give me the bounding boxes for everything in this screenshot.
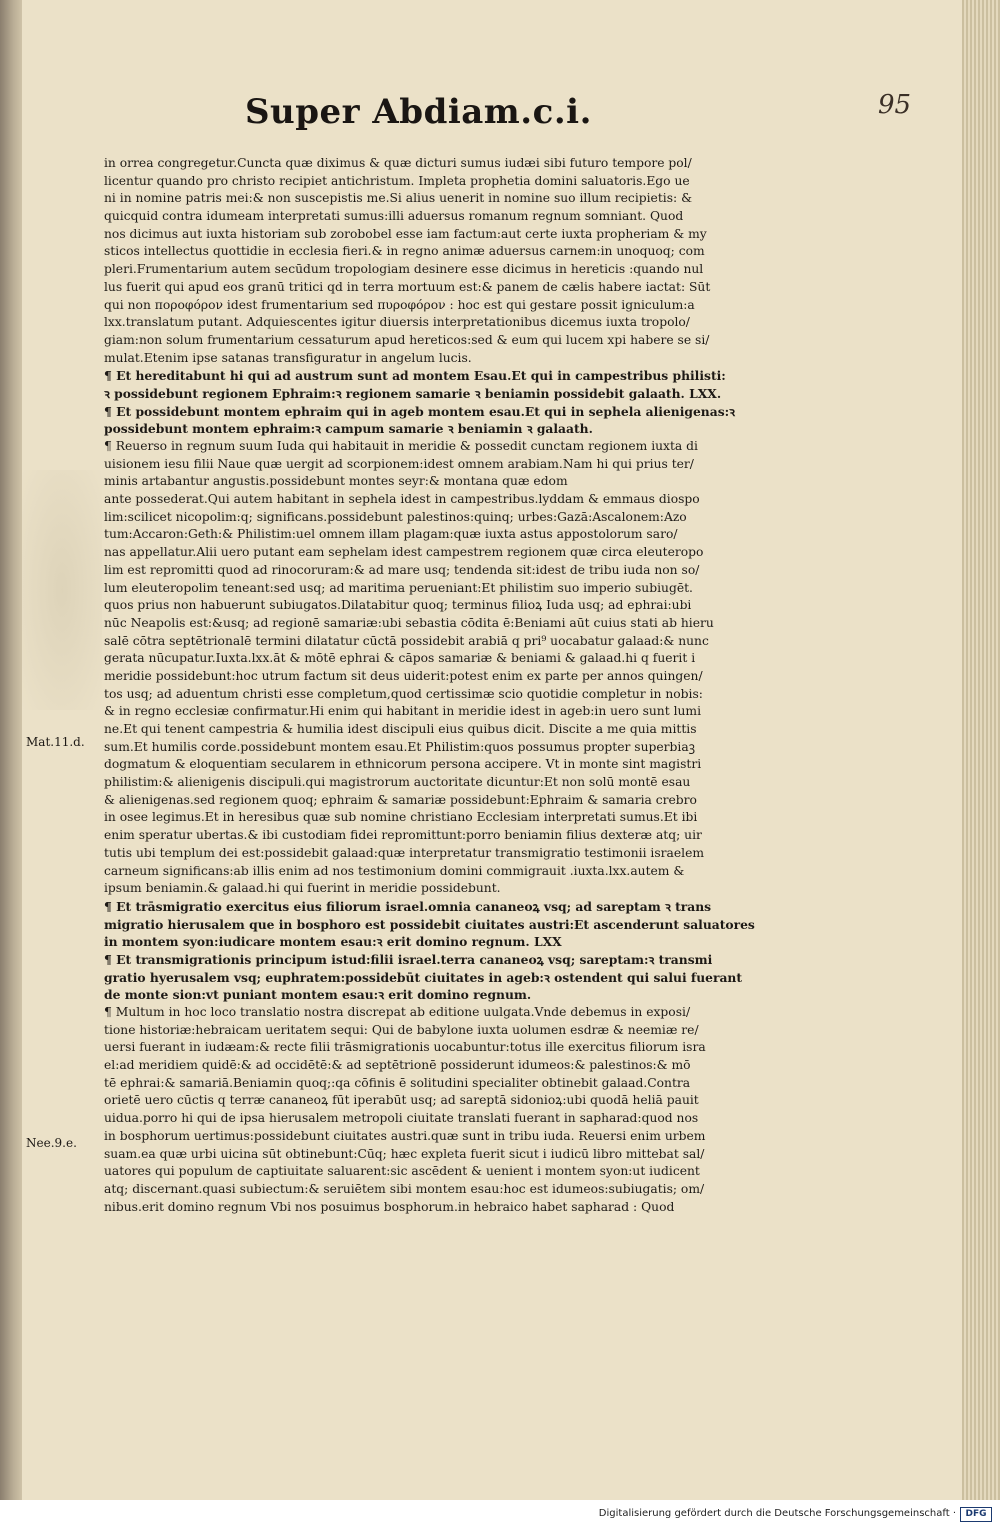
text-line: nūc Neapolis est:&usq; ad regionē samariæ:ubi sebastia cōdita ē:Beniami aūt cuius stati ab hieru (104, 615, 714, 630)
text-line: sum.Et humilis corde.possidebunt montem esau.Et Philistim:quos possumus propter superbiaꝫ (104, 739, 695, 754)
text-line: ¶ Multum in hoc loco translatio nostra discrepat ab editione uulgata.Vnde debemus in exposi/ (104, 1005, 691, 1019)
text-line: ante possederat.Qui autem habitant in sephela idest in campestribus.lyddam & emmaus diospo (104, 492, 700, 507)
text-line: sticos intellectus quottidie in ecclesia fieri.& in regno animæ aduersus carnem:in unoquoq; com (104, 244, 705, 259)
text-line: in osee legimus.Et in heresibus quæ sub nomine christiano Ecclesiam interpretati sumus.Et ibi (104, 810, 698, 825)
text-line: mulat.Etenim ipse satanas transfiguratur in angelum lucis. (104, 350, 472, 365)
text-line: ¶ Et trāsmigratio exercitus eius filiorum israel.omnia cananeoꝝ vsq; ad sareptam ꝛ trans (104, 898, 712, 914)
text-line: in montem syon:iudicare montem esau:ꝛ erit domino regnum. LXX (104, 934, 562, 950)
text-line: minis artabantur angustis.possidebunt montes seyr:& montana quæ edom (104, 474, 568, 489)
text-line: ¶ Et hereditabunt hi qui ad austrum sunt ad montem Esau.Et qui in campestribus philisti: (104, 368, 726, 384)
text-line: giam:non solum frumentarium cessaturum apud hereticos:sed & eum qui lucem xpi habere se si/ (104, 332, 710, 347)
text-line: ni in nomine patris mei:& non suscepistis me.Si alius uenerit in nomine suo illum recipietis: & (104, 191, 693, 206)
text-line: licentur quando pro christo recipiet antichristum. Impleta prophetia domini saluatoris.Ego ue (104, 173, 690, 188)
text-line: tē ephrai:& samariā.Beniamin quoq;:qa cōfinis ē solitudini specialiter obtinebit galaad.Contra (104, 1075, 691, 1090)
text-line: uersi fuerant in iudæam:& recte filii trāsmigrationis uocabuntur:totus ille exercitus filiorum isra (104, 1040, 706, 1055)
text-line: atq; discernant.quasi subiectum:& seruiētem sibi montem esau:hoc est idumeos:subiugatis; om/ (104, 1181, 705, 1196)
text-line: carneum significans:ab illis enim ad nos testimonium domini commigrauit .iuxta.lxx.autem & (104, 863, 685, 878)
page-edges (962, 0, 1000, 1500)
margin-note-nee: Nee.9.e. (26, 1136, 77, 1150)
text-line: tum:Accaron:Geth:& Philistim:uel omnem illam plagam:quæ iuxta astus appostolorum saro/ (104, 527, 678, 542)
book-spine (0, 0, 22, 1525)
text-line: uisionem iesu filii Naue quæ uergit ad scorpionem:idest omnem arabiam.Nam hi qui prius ter/ (104, 456, 694, 471)
text-line: ¶ Et possidebunt montem ephraim qui in ageb montem esau.Et qui in sephela alienigenas:ꝛ (104, 403, 735, 419)
running-title: Super Abdiam.c.i. (245, 92, 592, 132)
text-line: philistim:& alienigenis discipuli.qui magistrorum auctoritate dicuntur:Et non solū montē esau (104, 775, 691, 790)
text-line: enim speratur ubertas.& ibi custodiam fidei repromittunt:porro beniamin filius dexteræ atq; uir (104, 828, 702, 843)
text-line: & in regno ecclesiæ confirmatur.Hi enim qui habitant in meridie idest in ageb:in uero sunt lumi (104, 704, 702, 719)
text-line: ipsum beniamin.& galaad.hi qui fuerint in meridie possidebunt. (104, 881, 501, 896)
text-line: in bosphorum uertimus:possidebunt ciuitates austri.quæ sunt in tribu iuda. Reuersi enim urbem (104, 1128, 706, 1143)
text-line: lim:scilicet nicopolim:q; significans.possidebunt palestinos:quinq; urbes:Gazā:Ascalonem:Azo (104, 509, 687, 524)
text-line: quos prius non habuerunt subiugatos.Dilatabitur quoq; terminus filioꝝ Iuda usq; ad ephrai:ubi (104, 598, 692, 613)
text-line: tione historiæ:hebraicam ueritatem sequi: Qui de babylone iuxta uolumen esdræ & neemiæ re/ (104, 1022, 699, 1037)
text-line: nibus.erit domino regnum Vbi nos posuimus bosphorum.in hebraico habet sapharad : Quod (104, 1199, 675, 1214)
text-line: lus fuerit qui apud eos granū tritici qd in terra mortuum est:& panem de cælis habere iactat: Sūt (104, 279, 711, 294)
text-line: lxx.translatum putant. Adquiescentes igitur diuersis interpretationibus dicemus iuxta tropolo/ (104, 315, 690, 330)
body-text (104, 155, 766, 1216)
text-line: salē cōtra septētrionalē termini dilatatur cūctā possidebit arabiā q pri⁹ uocabatur galaad:& nunc (104, 633, 709, 648)
text-line: lim est repromitti quod ad rinocoruram:& ad mare usq; tendenda sit:idest de tribu iuda non so/ (104, 562, 700, 577)
text-line: ꝛ possidebunt regionem Ephraim:ꝛ regionem samarie ꝛ beniamin possidebit galaath. LXX. (104, 385, 722, 401)
text-line: gratio hyerusalem vsq; euphratem:possidebūt ciuitates in ageb:ꝛ ostendent qui salui fuerant (104, 969, 743, 985)
text-line: qui non πoροφόρoν idest frumentarium sed πυροφόρον : hoc est qui gestare possit igniculum:a (104, 297, 695, 312)
text-line: lum eleuteropolim teneant:sed usq; ad maritima perueniant:Et philistim suo imperio subiugēt. (104, 580, 693, 595)
text-line: pleri.Frumentarium autem secūdum tropologiam desinere esse dicimus in hereticis :quando nul (104, 262, 704, 277)
text-line: orietē uero cūctis q terræ cananeoꝝ fūt iperabūt usq; ad sareptā sidonioꝝ:ubi quodā heliā pauit (104, 1093, 699, 1108)
text-line: in orrea congregetur.Cuncta quæ diximus & quæ dicturi sumus iudæi sibi futuro tempore pol/ (104, 156, 692, 170)
text-line: tutis ubi templum dei est:possidebit galaad:quæ interpretatur transmigratio testimonii israelem (104, 845, 705, 860)
text-line: uatores qui populum de captiuitate saluarent:sic ascēdent & uenient i montem syon:ut iudicent (104, 1164, 700, 1179)
text-line: quicquid contra idumeam interpretati sumus:illi aduersus romanum regnum somniant. Quod (104, 209, 684, 224)
text-line: de monte sion:vt puniant montem esau:ꝛ erit domino regnum. (104, 987, 532, 1003)
folio-number: 95 (878, 90, 912, 120)
text-line: nas appellatur.Alii uero putant eam sephelam idest campestrem regionem quæ circa eleuteropo (104, 545, 704, 560)
text-line: nos dicimus aut iuxta historiam sub zorobobel esse iam factum:aut certe iuxta propheriam & my (104, 226, 707, 241)
margin-stain (22, 470, 102, 710)
text-line: tos usq; ad aduentum christi esse completum,quod certissimæ scio quotidie completur in nobis: (104, 686, 703, 701)
text-line: ¶ Reuerso in regnum suum Iuda qui habitauit in meridie & possedit cunctam regionem iuxta di (104, 439, 698, 453)
text-line: ne.Et qui tenent campestria & humilia idest discipuli eius quibus dicit. Discite a me quia mittis (104, 722, 697, 736)
text-line: suam.ea quæ urbi uicina sūt obtinebunt:Cūq; hæc expleta fuerit sicut i iudicū libro mittebat sal/ (104, 1146, 705, 1161)
dfg-logo: DFG (960, 1507, 992, 1522)
text-line: uidua.porro hi qui de ipsa hierusalem metropoli ciuitate translati fuerant in sapharad:quod nos (104, 1111, 699, 1126)
text-line: gerata nūcupatur.Iuxta.lxx.āt & mōtē ephrai & cāpos samariæ & beniami & galaad.hi q fuerit i (104, 651, 696, 666)
text-line: el:ad meridiem quidē:& ad occidētē:& ad septētrionē possiderunt idumeos:& palestinos:& mō (104, 1058, 691, 1073)
text-line: possidebunt montem ephraim:ꝛ campum samarie ꝛ beniamin ꝛ galaath. (104, 421, 593, 437)
text-line: & alienigenas.sed regionem quoq; ephraim & samariæ possidebunt:Ephraim & samaria crebro (104, 792, 697, 807)
text-line: ¶ Et transmigrationis principum istud:filii israel.terra cananeoꝝ vsq; sareptam:ꝛ transmi (104, 951, 713, 967)
margin-note-mat: Mat.11.d. (26, 735, 85, 749)
text-line: dogmatum & eloquentiam secularem in ethnicorum persona accipere. Vt in monte sint magistri (104, 757, 702, 772)
text-line: migratio hierusalem que in bosphoro est possidebit ciuitates austri:Et ascenderunt saluatores (104, 916, 755, 932)
funding-note: Digitalisierung gefördert durch die Deutsche Forschungsgemeinschaft · (598, 1508, 956, 1519)
text-line: meridie possidebunt:hoc utrum factum sit deus uiderit:potest enim ex parte per annos quingen/ (104, 668, 703, 683)
